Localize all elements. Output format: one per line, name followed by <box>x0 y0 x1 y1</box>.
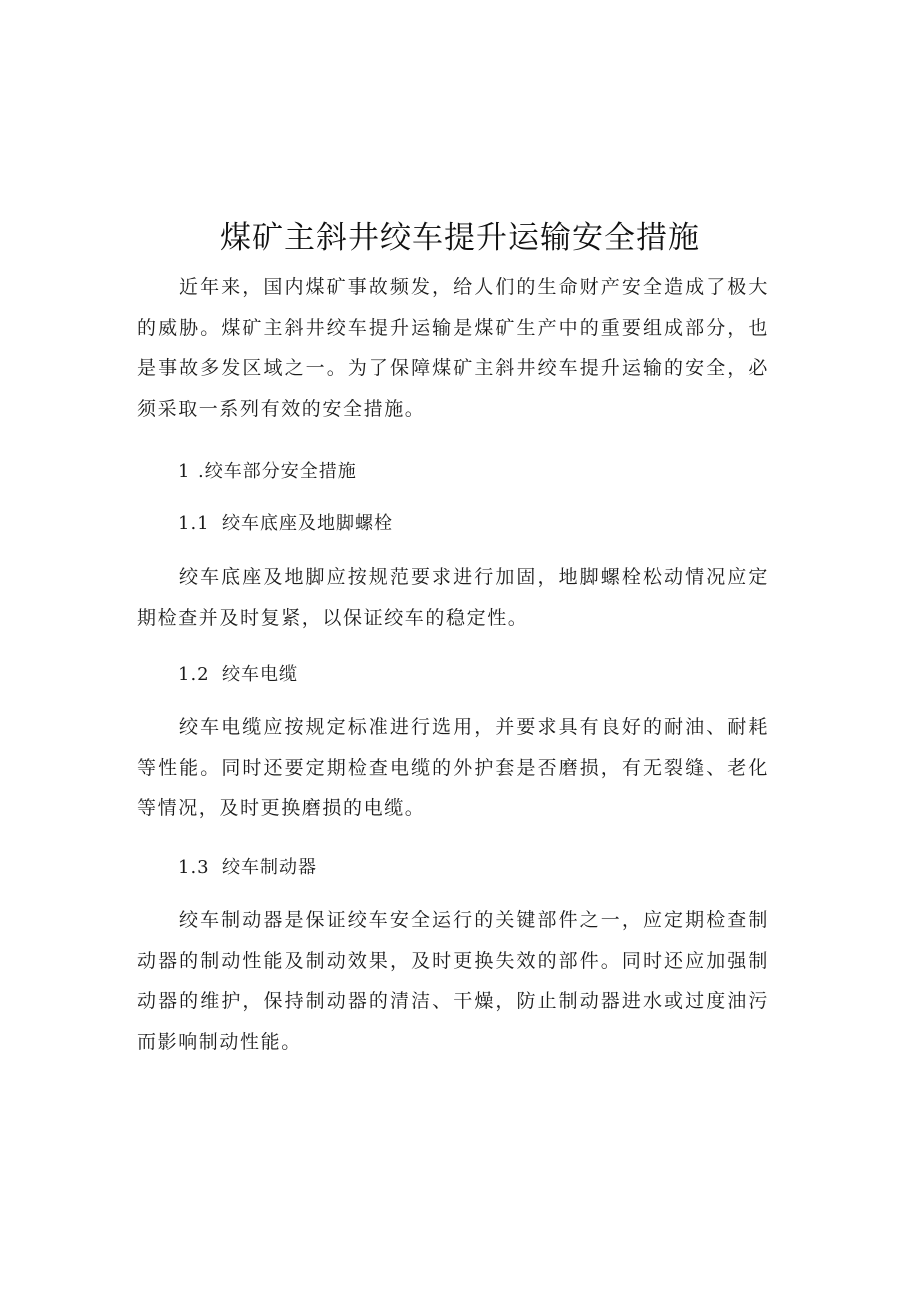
document-title: 煤矿主斜井绞车提升运输安全措施 <box>220 220 700 256</box>
subsection-heading-1-2 <box>178 660 298 690</box>
subsection-body-1-3: 绞车制动器是保证绞车安全运行的关键部件之一，应定期检查制动器的制动性能及制动效果，及时更换失效的部件。同时还应加强制动器的维护，保持制动器的清洁、干燥，防止制动器进水或过度油污而影响制动性能。 <box>137 909 769 1053</box>
subsection-number: 1.3 <box>178 857 210 878</box>
subsection-title: 绞车底座及地脚螺栓 <box>222 513 393 534</box>
subsection-number: 1.2 <box>178 664 210 685</box>
section-title: .绞车部分安全措施 <box>198 461 357 482</box>
section-number: 1 <box>178 461 191 482</box>
subsection-heading-1-3 <box>178 853 317 883</box>
subsection-title: 绞车电缆 <box>222 664 298 685</box>
subsection-body-1-1: 绞车底座及地脚应按规范要求进行加固，地脚螺栓松动情况应定期检查并及时复紧，以保证绞车的稳定性。 <box>137 566 769 629</box>
section-heading-1 <box>178 457 357 487</box>
subsection-number: 1.1 <box>178 513 210 534</box>
subsection-heading-1-1 <box>178 509 393 539</box>
subsection-title: 绞车制动器 <box>222 857 317 878</box>
subsection-body-1-2: 绞车电缆应按规定标准进行选用，并要求具有良好的耐油、耐耗等性能。同时还要定期检查电缆的外护套是否磨损，有无裂缝、老化等情况，及时更换磨损的电缆。 <box>137 716 769 819</box>
intro-paragraph: 近年来，国内煤矿事故频发，给人们的生命财产安全造成了极大的威胁。煤矿主斜井绞车提升运输是煤矿生产中的重要组成部分，也是事故多发区域之一。为了保障煤矿主斜井绞车提升运输的安全，必须采取一系列有效的安全措施。 <box>137 276 769 420</box>
